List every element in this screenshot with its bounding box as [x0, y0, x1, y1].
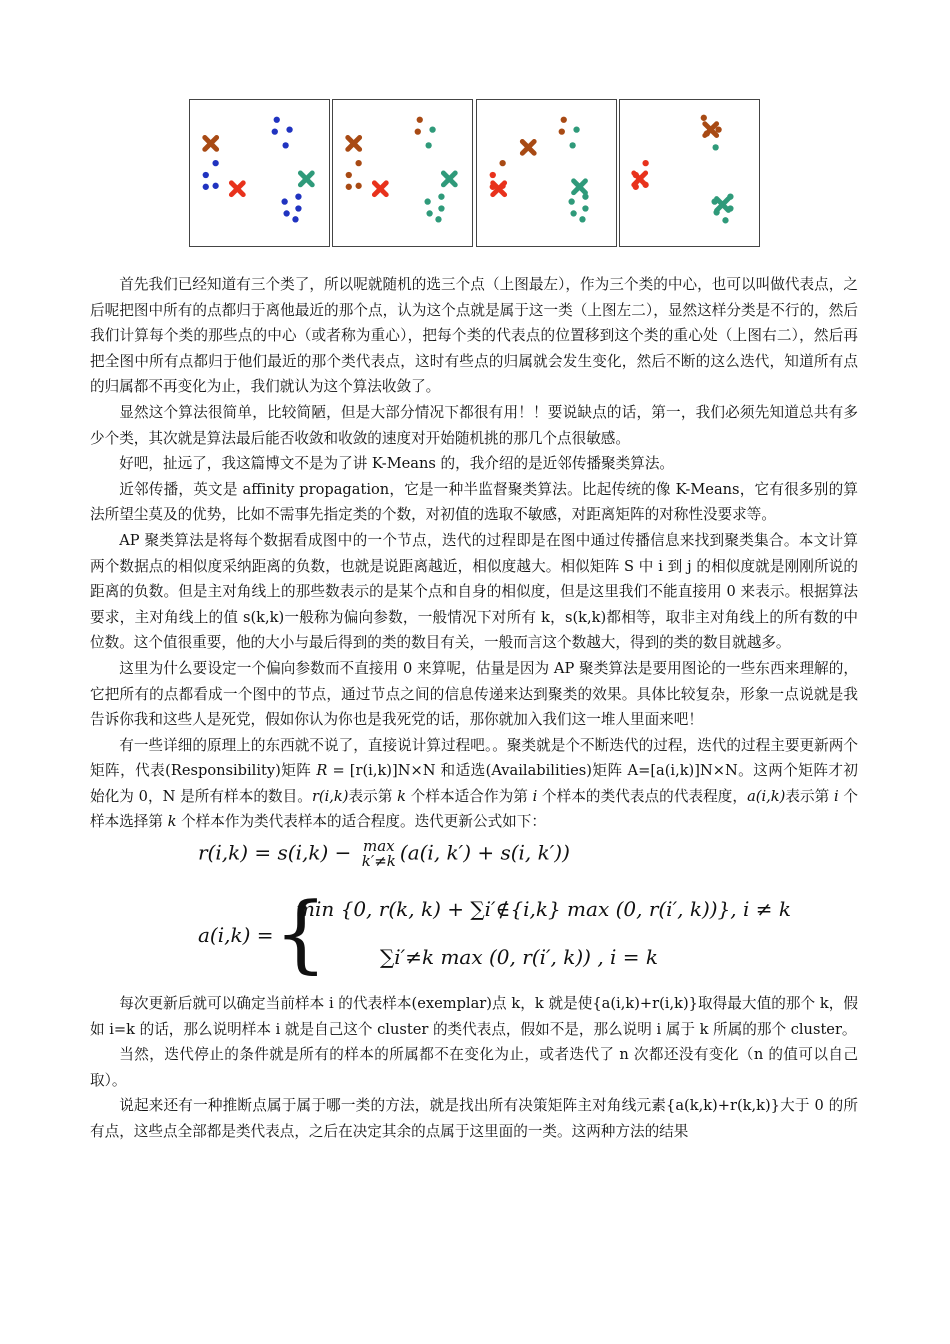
article-body: [90, 272, 858, 1145]
data-point: [701, 115, 707, 121]
data-point: [570, 210, 576, 216]
center-marker: [717, 199, 729, 211]
data-point: [425, 142, 431, 148]
data-point: [561, 117, 567, 123]
paragraph: [90, 733, 858, 835]
data-point: [355, 183, 361, 189]
data-point: [568, 198, 574, 204]
data-point: [286, 126, 292, 132]
paragraph: 首先我们已经知道有三个类了，所以呢就随机的选三个点（上图最左），作为三个类的中心，也可以叫做代表点，之后呢把图中所有的点都归于离他最近的那个点，认为这个点就是属于这一类（上图左二），显然这样分类是不行的，然后我们计算每个类的那些点的中心（或者称为重心），把每个类的代表点的位置移到这个类的重心处（上图右二），然后再把全图中所有点都归于他们最近的那个类代表点，这时有些点的归属就会发生变化，然后不断的这么迭代，知道所有点的归属都不再变化为止，我们就认为这个算法收敛了。: [90, 276, 858, 396]
data-point: [415, 128, 421, 134]
text-run: a(i,k): [747, 787, 786, 805]
data-point: [295, 205, 301, 211]
center-marker: [443, 173, 455, 185]
data-point: [212, 160, 218, 166]
data-point: [499, 160, 505, 166]
data-point: [429, 126, 435, 132]
data-point: [295, 194, 301, 200]
text-run: i: [532, 787, 538, 805]
data-point: [203, 172, 209, 178]
data-point: [417, 117, 423, 123]
max-label: max: [362, 837, 395, 856]
center-marker: [231, 183, 243, 195]
data-point: [712, 144, 718, 150]
text-run: k: [397, 787, 407, 805]
paragraph: 当然，迭代停止的条件就是所有的样本的所属都不在变化为止，或者迭代了 n 次都还没有变化（n 的值可以自己取）。: [90, 1046, 858, 1089]
data-point: [426, 210, 432, 216]
data-point: [203, 184, 209, 190]
paragraph: 近邻传播，英文是 affinity propagation，它是一种半监督聚类算法。比起传统的像 K-Means，它有很多别的算法所望尘莫及的优势，比如不需事先指定类的个数，对初值的选取不敏感，对距离矩阵的对称性没要求等。: [90, 480, 858, 524]
data-point: [582, 205, 588, 211]
center-marker: [705, 124, 717, 136]
text-run: i: [834, 787, 839, 805]
data-point: [642, 160, 648, 166]
data-point: [438, 194, 444, 200]
data-point: [281, 198, 287, 204]
text-run: k: [167, 813, 177, 831]
data-point: [424, 198, 430, 204]
data-point: [346, 172, 352, 178]
data-point: [579, 216, 585, 222]
text-run: 个样本选择第: [90, 787, 858, 831]
text-run: = [r(i,k)]N×N 和适选(Availabilities)矩阵 A=[a(i,k)]N×N。这两个矩阵才初始化为 0，N 是所有样本的数目。: [90, 762, 858, 805]
paragraph: 说起来还有一种推断点属于属于哪一类的方法，就是找出所有决策矩阵主对角线元素{a(k,k)+r(k,k)}大于 0 的所有点，这些点全部都是类代表点，之后在决定其余的点属于这里面的一类。这两种方法的结果: [90, 1097, 858, 1141]
center-marker: [634, 173, 646, 185]
data-point: [569, 142, 575, 148]
data-point: [435, 216, 441, 222]
figure-panel-2: [332, 99, 473, 247]
availability-formula-lhs: a(i,k) =: [198, 923, 274, 948]
availability-case-1: min {0, r(k, k) + ∑i′∉{i,k} max (0, r(i′, k))}, i ≠ k: [296, 897, 791, 922]
text-run: 有一些详细的原理上的东西就不说了，直接说计算过程吧。。聚类就是个不断迭代的过程，迭代的过程主要更新两个矩阵，代表(Responsibility)矩阵: [90, 736, 858, 780]
scatter-svg: [190, 100, 329, 246]
text-run: R: [316, 762, 328, 780]
data-point: [438, 205, 444, 211]
center-marker: [574, 181, 586, 193]
text-run: r(i,k): [311, 787, 349, 805]
data-point: [272, 128, 278, 134]
formula-lhs: r(i,k) = s(i,k) −: [198, 840, 352, 865]
data-point: [283, 210, 289, 216]
data-point: [212, 183, 218, 189]
data-point: [490, 172, 496, 178]
paragraph: AP 聚类算法是将每个数据看成图中的一个节点，迭代的过程即是在图中通过传播信息来找到聚类集合。本文计算两个数据点的相似度采纳距离的负数，也就是说距离越近，相似度越大。相似矩阵 S 中 i 到 j 的相似度就是刚刚所说的距离的负数。但是主对角线上的那些数表示的是某个点和自身的相似度，但是这里我们不能直接用 0 来表示。根据算法要求，主对角线上的值 s(k,k)一般称为偏向参数，一般情况下对所有 k，s(k,k)都相等，取非主对角线上的所有数的中位数。这个值很重要，他的大小与最后得到的类的数目有关，一般而言这个数越大，得到的类的数目就越多。: [90, 531, 858, 652]
data-point: [292, 216, 298, 222]
text-run: 表示第: [348, 787, 398, 805]
responsibility-formula: [198, 839, 570, 869]
paragraph: 每次更新后就可以确定当前样本 i 的代表样本(exemplar)点 k，k 就是使{a(i,k)+r(i,k)}取得最大值的那个 k，假如 i=k 的话，那么说明样本 i 就是自己这个 cluster 的类代表点，假如不是，那么说明 i 属于 k 所属的那个 cluster。: [90, 995, 858, 1038]
scatter-svg: [333, 100, 472, 246]
max-operator: [362, 839, 396, 869]
scatter-svg: [620, 100, 759, 246]
data-point: [559, 128, 565, 134]
data-point: [274, 117, 280, 123]
case-brace: {: [274, 884, 328, 983]
figure-panel-1: [189, 99, 330, 247]
center-marker: [374, 183, 386, 195]
data-point: [355, 160, 361, 166]
paragraph: 好吧，扯远了，我这篇博文不是为了讲 K-Means 的，我介绍的是近邻传播聚类算法。: [119, 455, 675, 473]
text-run: 表示第: [785, 787, 835, 805]
kmeans-figure: [189, 99, 761, 249]
text-run: 个样本适合作为第: [406, 787, 533, 805]
center-marker: [300, 173, 312, 185]
figure-panel-4: [619, 99, 760, 247]
availability-case-2: ∑i′≠k max (0, r(i′, k)) , i = k: [380, 945, 659, 970]
text-run: 个样本的类代表点的代表程度，: [537, 787, 748, 805]
center-marker: [205, 138, 217, 150]
data-point: [722, 217, 728, 223]
max-subscript: k′≠k: [361, 852, 396, 871]
center-marker: [348, 138, 360, 150]
update-formulas: [90, 837, 858, 987]
formula-rhs: (a(i, k′) + s(i, k′)): [399, 840, 570, 865]
scatter-svg: [477, 100, 616, 246]
paragraph: 这里为什么要设定一个偏向参数而不直接用 0 来算呢，估量是因为 AP 聚类算法是要用图论的一些东西来理解的，它把所有的点都看成一个图中的节点，通过节点之间的信息传递来达到聚类的效果。具体比较复杂，形象一点说就是我告诉你我和这些人是死党，假如你认为你也是我死党的话，那你就加入我们这一堆人里面来吧！: [90, 659, 858, 729]
text-run: 个样本作为类代表样本的适合程度。迭代更新公式如下：: [176, 813, 546, 831]
data-point: [282, 142, 288, 148]
data-point: [573, 126, 579, 132]
paragraph: 显然这个算法很简单，比较简陋，但是大部分情况下都很有用！！要说缺点的话，第一，我们必须先知道总共有多少个类，其次就是算法最后能否收敛和收敛的速度对开始随机挑的那几个点很敏感。: [90, 403, 858, 447]
data-point: [346, 184, 352, 190]
figure-panel-3: [476, 99, 617, 247]
center-marker: [522, 141, 534, 153]
